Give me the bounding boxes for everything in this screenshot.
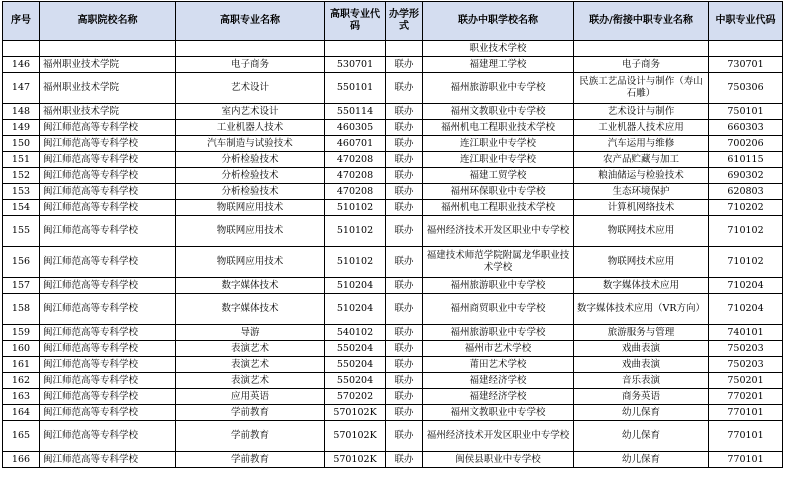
cell-form: 联办 bbox=[386, 168, 423, 184]
program-table bbox=[2, 1, 783, 468]
cell-form bbox=[386, 41, 423, 57]
cell-partner-code: 750101 bbox=[709, 104, 783, 120]
cell-form: 联办 bbox=[386, 120, 423, 136]
cell-major-code: 510102 bbox=[325, 216, 386, 247]
cell-partner-major: 数字媒体技术应用 bbox=[574, 278, 709, 294]
cell-college: 福州职业技术学院 bbox=[40, 73, 176, 104]
cell-partner-school: 福建经济学校 bbox=[423, 389, 574, 405]
cell-partner-code: 710204 bbox=[709, 278, 783, 294]
cell-form: 联办 bbox=[386, 341, 423, 357]
cell-college: 闽江师范高等专科学校 bbox=[40, 184, 176, 200]
cell-partner-school: 福建经济学校 bbox=[423, 373, 574, 389]
cell-partner-major bbox=[574, 41, 709, 57]
cell-major-code: 570102K bbox=[325, 421, 386, 452]
table-row bbox=[3, 41, 783, 57]
cell-partner-code: 750203 bbox=[709, 341, 783, 357]
cell-partner-major: 艺术设计与制作 bbox=[574, 104, 709, 120]
cell-partner-school: 福州旅游职业中专学校 bbox=[423, 325, 574, 341]
cell-no: 159 bbox=[3, 325, 40, 341]
cell-major: 表演艺术 bbox=[176, 357, 325, 373]
cell-college: 闽江师范高等专科学校 bbox=[40, 389, 176, 405]
cell-form: 联办 bbox=[386, 452, 423, 468]
table-row bbox=[3, 200, 783, 216]
cell-major-code: 510102 bbox=[325, 200, 386, 216]
cell-major: 分析检验技术 bbox=[176, 168, 325, 184]
cell-partner-school: 福州文教职业中专学校 bbox=[423, 104, 574, 120]
cell-major-code: 540102 bbox=[325, 325, 386, 341]
cell-partner-major: 民族工艺品设计与制作（寿山石雕） bbox=[574, 73, 709, 104]
cell-partner-school: 福州商贸职业中专学校 bbox=[423, 294, 574, 325]
cell-partner-major: 戏曲表演 bbox=[574, 357, 709, 373]
cell-college: 闽江师范高等专科学校 bbox=[40, 341, 176, 357]
table-row bbox=[3, 294, 783, 325]
header-major-code: 高职专业代码 bbox=[325, 2, 386, 41]
cell-partner-code: 770101 bbox=[709, 421, 783, 452]
cell-form: 联办 bbox=[386, 200, 423, 216]
cell-major: 汽车制造与试验技术 bbox=[176, 136, 325, 152]
table-row bbox=[3, 120, 783, 136]
cell-partner-code: 660303 bbox=[709, 120, 783, 136]
cell-no: 146 bbox=[3, 57, 40, 73]
cell-partner-code: 770201 bbox=[709, 389, 783, 405]
cell-partner-code: 620803 bbox=[709, 184, 783, 200]
table-row bbox=[3, 216, 783, 247]
cell-partner-code bbox=[709, 41, 783, 57]
table-row bbox=[3, 168, 783, 184]
cell-major: 表演艺术 bbox=[176, 373, 325, 389]
cell-partner-major: 戏曲表演 bbox=[574, 341, 709, 357]
cell-form: 联办 bbox=[386, 421, 423, 452]
cell-partner-school: 福建理工学校 bbox=[423, 57, 574, 73]
table-row bbox=[3, 152, 783, 168]
cell-partner-school: 福州环保职业中专学校 bbox=[423, 184, 574, 200]
cell-major-code: 530701 bbox=[325, 57, 386, 73]
table-row bbox=[3, 278, 783, 294]
cell-form: 联办 bbox=[386, 294, 423, 325]
cell-form: 联办 bbox=[386, 278, 423, 294]
cell-college: 闽江师范高等专科学校 bbox=[40, 325, 176, 341]
cell-partner-code: 750201 bbox=[709, 373, 783, 389]
cell-college: 闽江师范高等专科学校 bbox=[40, 357, 176, 373]
cell-major-code: 510102 bbox=[325, 247, 386, 278]
cell-major-code: 550114 bbox=[325, 104, 386, 120]
cell-partner-major: 生态环境保护 bbox=[574, 184, 709, 200]
cell-major-code: 510204 bbox=[325, 294, 386, 325]
cell-major-code: 570102K bbox=[325, 452, 386, 468]
cell-major: 分析检验技术 bbox=[176, 184, 325, 200]
cell-no: 158 bbox=[3, 294, 40, 325]
header-partner-school: 联办中职学校名称 bbox=[423, 2, 574, 41]
cell-form: 联办 bbox=[386, 57, 423, 73]
cell-partner-school: 闽侯县职业中专学校 bbox=[423, 452, 574, 468]
header-partner-major: 联办/衔接中职专业名称 bbox=[574, 2, 709, 41]
cell-partner-major: 音乐表演 bbox=[574, 373, 709, 389]
cell-partner-major: 工业机器人技术应用 bbox=[574, 120, 709, 136]
cell-form: 联办 bbox=[386, 216, 423, 247]
header-partner-code: 中职专业代码 bbox=[709, 2, 783, 41]
cell-no: 149 bbox=[3, 120, 40, 136]
table-row bbox=[3, 73, 783, 104]
header-row bbox=[3, 2, 783, 41]
cell-no bbox=[3, 41, 40, 57]
cell-no: 166 bbox=[3, 452, 40, 468]
cell-college: 闽江师范高等专科学校 bbox=[40, 152, 176, 168]
cell-form: 联办 bbox=[386, 73, 423, 104]
cell-college: 闽江师范高等专科学校 bbox=[40, 373, 176, 389]
cell-partner-code: 690302 bbox=[709, 168, 783, 184]
cell-partner-school: 福州经济技术开发区职业中专学校 bbox=[423, 216, 574, 247]
cell-partner-school: 福州经济技术开发区职业中专学校 bbox=[423, 421, 574, 452]
table-row bbox=[3, 452, 783, 468]
cell-partner-school: 连江职业中专学校 bbox=[423, 152, 574, 168]
cell-partner-code: 770101 bbox=[709, 452, 783, 468]
cell-partner-school: 连江职业中专学校 bbox=[423, 136, 574, 152]
cell-no: 164 bbox=[3, 405, 40, 421]
cell-major-code: 550204 bbox=[325, 341, 386, 357]
cell-major-code: 510204 bbox=[325, 278, 386, 294]
cell-major: 数字媒体技术 bbox=[176, 278, 325, 294]
cell-major-code: 470208 bbox=[325, 152, 386, 168]
cell-college: 闽江师范高等专科学校 bbox=[40, 168, 176, 184]
cell-no: 156 bbox=[3, 247, 40, 278]
cell-partner-code: 730701 bbox=[709, 57, 783, 73]
cell-form: 联办 bbox=[386, 357, 423, 373]
header-form: 办学形式 bbox=[386, 2, 423, 41]
cell-no: 157 bbox=[3, 278, 40, 294]
cell-college: 闽江师范高等专科学校 bbox=[40, 452, 176, 468]
cell-partner-code: 770101 bbox=[709, 405, 783, 421]
cell-major-code: 470208 bbox=[325, 184, 386, 200]
cell-form: 联办 bbox=[386, 104, 423, 120]
cell-college: 福州职业技术学院 bbox=[40, 57, 176, 73]
cell-major: 学前教育 bbox=[176, 452, 325, 468]
table-row bbox=[3, 389, 783, 405]
cell-no: 152 bbox=[3, 168, 40, 184]
cell-partner-major: 计算机网络技术 bbox=[574, 200, 709, 216]
cell-form: 联办 bbox=[386, 389, 423, 405]
cell-partner-major: 商务英语 bbox=[574, 389, 709, 405]
cell-major: 学前教育 bbox=[176, 405, 325, 421]
cell-partner-school: 福建技术师范学院附属龙华职业技术学校 bbox=[423, 247, 574, 278]
cell-partner-major: 电子商务 bbox=[574, 57, 709, 73]
cell-major-code: 470208 bbox=[325, 168, 386, 184]
cell-no: 165 bbox=[3, 421, 40, 452]
cell-major-code: 570202 bbox=[325, 389, 386, 405]
cell-form: 联办 bbox=[386, 247, 423, 278]
cell-major: 应用英语 bbox=[176, 389, 325, 405]
cell-partner-major: 旅游服务与管理 bbox=[574, 325, 709, 341]
cell-college: 闽江师范高等专科学校 bbox=[40, 294, 176, 325]
cell-major-code: 550204 bbox=[325, 357, 386, 373]
cell-no: 163 bbox=[3, 389, 40, 405]
cell-form: 联办 bbox=[386, 373, 423, 389]
cell-form: 联办 bbox=[386, 136, 423, 152]
cell-form: 联办 bbox=[386, 405, 423, 421]
cell-major: 室内艺术设计 bbox=[176, 104, 325, 120]
cell-major-code: 570102K bbox=[325, 405, 386, 421]
cell-partner-school: 福州旅游职业中专学校 bbox=[423, 278, 574, 294]
cell-partner-code: 710102 bbox=[709, 247, 783, 278]
table-row bbox=[3, 421, 783, 452]
table-row bbox=[3, 104, 783, 120]
cell-partner-code: 710102 bbox=[709, 216, 783, 247]
cell-college: 闽江师范高等专科学校 bbox=[40, 405, 176, 421]
cell-major-code: 460305 bbox=[325, 120, 386, 136]
cell-college: 闽江师范高等专科学校 bbox=[40, 120, 176, 136]
cell-college: 闽江师范高等专科学校 bbox=[40, 136, 176, 152]
cell-major: 数字媒体技术 bbox=[176, 294, 325, 325]
header-no: 序号 bbox=[3, 2, 40, 41]
cell-no: 151 bbox=[3, 152, 40, 168]
cell-partner-code: 610115 bbox=[709, 152, 783, 168]
cell-major-code: 460701 bbox=[325, 136, 386, 152]
cell-partner-major: 幼儿保育 bbox=[574, 421, 709, 452]
cell-partner-school: 福州文教职业中专学校 bbox=[423, 405, 574, 421]
cell-major: 物联网应用技术 bbox=[176, 216, 325, 247]
cell-partner-school: 福州机电工程职业技术学校 bbox=[423, 200, 574, 216]
cell-partner-code: 740101 bbox=[709, 325, 783, 341]
cell-no: 153 bbox=[3, 184, 40, 200]
cell-major-code bbox=[325, 41, 386, 57]
cell-major: 物联网应用技术 bbox=[176, 247, 325, 278]
table-row bbox=[3, 357, 783, 373]
cell-partner-major: 农产品贮藏与加工 bbox=[574, 152, 709, 168]
cell-partner-code: 700206 bbox=[709, 136, 783, 152]
cell-college: 闽江师范高等专科学校 bbox=[40, 278, 176, 294]
cell-major: 物联网应用技术 bbox=[176, 200, 325, 216]
cell-partner-school: 福州市艺术学校 bbox=[423, 341, 574, 357]
cell-major: 学前教育 bbox=[176, 421, 325, 452]
cell-major: 导游 bbox=[176, 325, 325, 341]
cell-major-code: 550204 bbox=[325, 373, 386, 389]
cell-no: 148 bbox=[3, 104, 40, 120]
cell-partner-major: 物联网技术应用 bbox=[574, 247, 709, 278]
cell-partner-school: 福州旅游职业中专学校 bbox=[423, 73, 574, 104]
cell-no: 147 bbox=[3, 73, 40, 104]
cell-partner-major: 幼儿保育 bbox=[574, 452, 709, 468]
cell-no: 160 bbox=[3, 341, 40, 357]
cell-form: 联办 bbox=[386, 152, 423, 168]
cell-partner-school: 职业技术学校 bbox=[423, 41, 574, 57]
cell-no: 161 bbox=[3, 357, 40, 373]
cell-college: 闽江师范高等专科学校 bbox=[40, 216, 176, 247]
cell-partner-major: 粮油储运与检验技术 bbox=[574, 168, 709, 184]
table-row bbox=[3, 136, 783, 152]
cell-major-code: 550101 bbox=[325, 73, 386, 104]
table-row bbox=[3, 373, 783, 389]
cell-partner-code: 750306 bbox=[709, 73, 783, 104]
cell-no: 155 bbox=[3, 216, 40, 247]
table-row bbox=[3, 341, 783, 357]
cell-partner-major: 物联网技术应用 bbox=[574, 216, 709, 247]
table-row bbox=[3, 184, 783, 200]
header-college: 高职院校名称 bbox=[40, 2, 176, 41]
table-row bbox=[3, 247, 783, 278]
table-row bbox=[3, 325, 783, 341]
cell-major: 电子商务 bbox=[176, 57, 325, 73]
cell-form: 联办 bbox=[386, 325, 423, 341]
cell-partner-code: 710204 bbox=[709, 294, 783, 325]
cell-partner-school: 福建工贸学校 bbox=[423, 168, 574, 184]
cell-major: 分析检验技术 bbox=[176, 152, 325, 168]
cell-partner-code: 750203 bbox=[709, 357, 783, 373]
cell-partner-major: 幼儿保育 bbox=[574, 405, 709, 421]
cell-no: 162 bbox=[3, 373, 40, 389]
table-row bbox=[3, 57, 783, 73]
cell-partner-major: 数字媒体技术应用（VR方向） bbox=[574, 294, 709, 325]
cell-major: 工业机器人技术 bbox=[176, 120, 325, 136]
cell-partner-code: 710202 bbox=[709, 200, 783, 216]
cell-college bbox=[40, 41, 176, 57]
cell-college: 闽江师范高等专科学校 bbox=[40, 247, 176, 278]
table-row bbox=[3, 405, 783, 421]
cell-college: 闽江师范高等专科学校 bbox=[40, 421, 176, 452]
cell-college: 福州职业技术学院 bbox=[40, 104, 176, 120]
cell-no: 150 bbox=[3, 136, 40, 152]
cell-major: 艺术设计 bbox=[176, 73, 325, 104]
cell-partner-school: 福州机电工程职业技术学校 bbox=[423, 120, 574, 136]
cell-partner-major: 汽车运用与维修 bbox=[574, 136, 709, 152]
cell-form: 联办 bbox=[386, 184, 423, 200]
header-major: 高职专业名称 bbox=[176, 2, 325, 41]
cell-major: 表演艺术 bbox=[176, 341, 325, 357]
cell-major bbox=[176, 41, 325, 57]
cell-partner-school: 莆田艺术学校 bbox=[423, 357, 574, 373]
cell-no: 154 bbox=[3, 200, 40, 216]
cell-college: 闽江师范高等专科学校 bbox=[40, 200, 176, 216]
